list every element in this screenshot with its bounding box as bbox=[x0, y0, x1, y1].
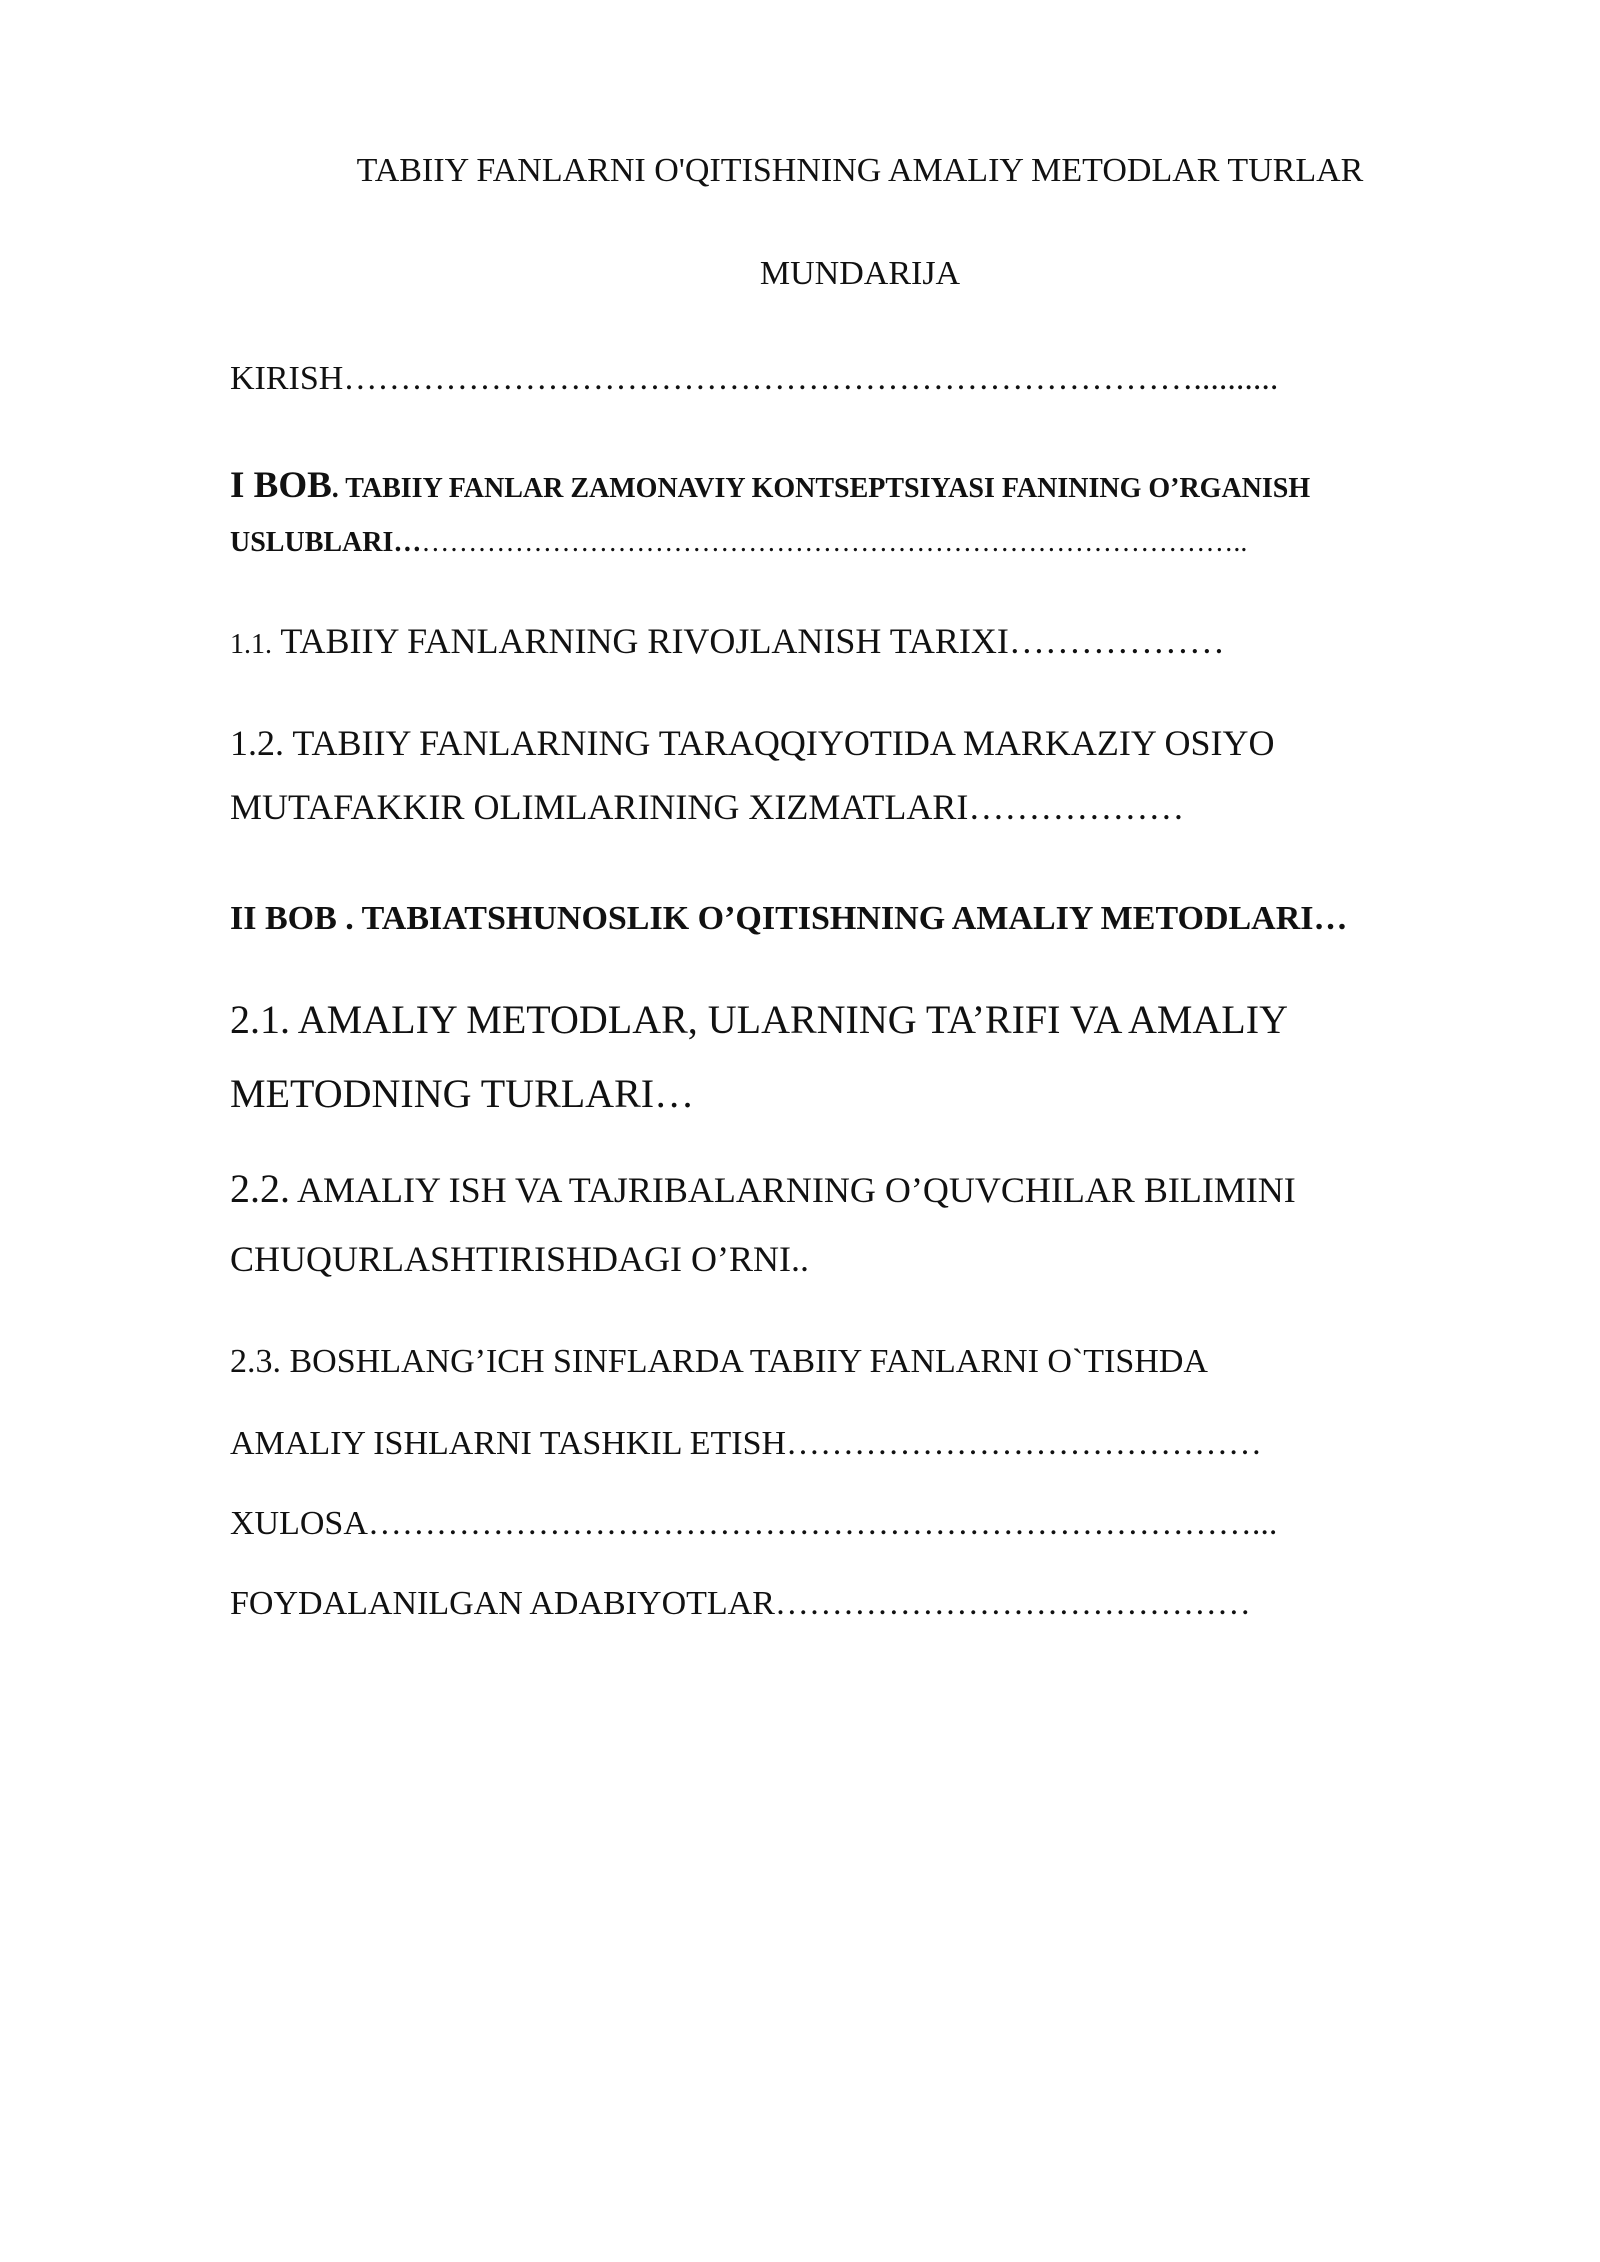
toc-entry-2-3-line2: AMALIY ISHLARNI TASHKIL ETISH…………………………………… bbox=[230, 1425, 1263, 1462]
section-title: AMALIY ISH VA TAJRIBALARNING O’QUVCHILAR BILIMINI bbox=[290, 1170, 1296, 1210]
toc-entry-2-3: 2.3. BOSHLANG’ICH SINFLARDA TABIIY FANLARNI O`TISHDA bbox=[230, 1343, 1208, 1380]
toc-entry-1-2-line2: MUTAFAKKIR OLIMLARINING XIZMATLARI……………… bbox=[230, 787, 1185, 827]
toc-entry-bob2: II BOB . TABIATSHUNOSLIK O’QITISHNING AMALIY METODLARI… bbox=[230, 900, 1348, 937]
toc-entry-2-2-line2: CHUQURLASHTIRISHDAGI O’RNI.. bbox=[230, 1239, 809, 1279]
toc-entry-kirish: KIRISH………………………………………………………………….......... bbox=[230, 360, 1279, 397]
toc-entry-2-1: 2.1. AMALIY METODLAR, ULARNING TA’RIFI VA AMALIY bbox=[230, 997, 1288, 1042]
toc-entry-2-1-line2: METODNING TURLARI… bbox=[230, 1071, 695, 1116]
bob1-prefix: I BOB bbox=[230, 465, 332, 506]
toc-entry-bob1-line2 bbox=[230, 527, 1247, 559]
toc-entry-1-2: 1.2. TABIIY FANLARNING TARAQQIYOTIDA MARKAZIY OSIYO bbox=[230, 723, 1275, 763]
toc-entry-xulosa: XULOSA……………………………………………………………………... bbox=[230, 1505, 1278, 1542]
document-title: TABIIY FANLARNI O'QITISHNING AMALIY METODLAR TURLAR bbox=[356, 152, 1364, 189]
bob1-dots: …………………………………………………………………………….. bbox=[421, 527, 1248, 558]
bob1-title-cont: USLUBLARI… bbox=[230, 527, 422, 558]
toc-entry-2-2 bbox=[230, 1165, 1296, 1212]
section-title: TABIIY FANLARNING RIVOJLANISH TARIXI……………… bbox=[272, 621, 1225, 661]
toc-entry-adabiyotlar: FOYDALANILGAN ADABIYOTLAR…………………………………… bbox=[230, 1585, 1251, 1622]
contents-heading: MUNDARIJA bbox=[759, 255, 961, 292]
bob1-title: . TABIIY FANLAR ZAMONAVIY KONTSEPTSIYASI FANINING O’RGANISH bbox=[331, 473, 1311, 504]
toc-entry-bob1 bbox=[230, 464, 1310, 507]
section-number: 2.2. bbox=[230, 1166, 290, 1211]
section-number: 1.1. bbox=[230, 629, 272, 660]
toc-entry-1-1 bbox=[230, 620, 1225, 662]
